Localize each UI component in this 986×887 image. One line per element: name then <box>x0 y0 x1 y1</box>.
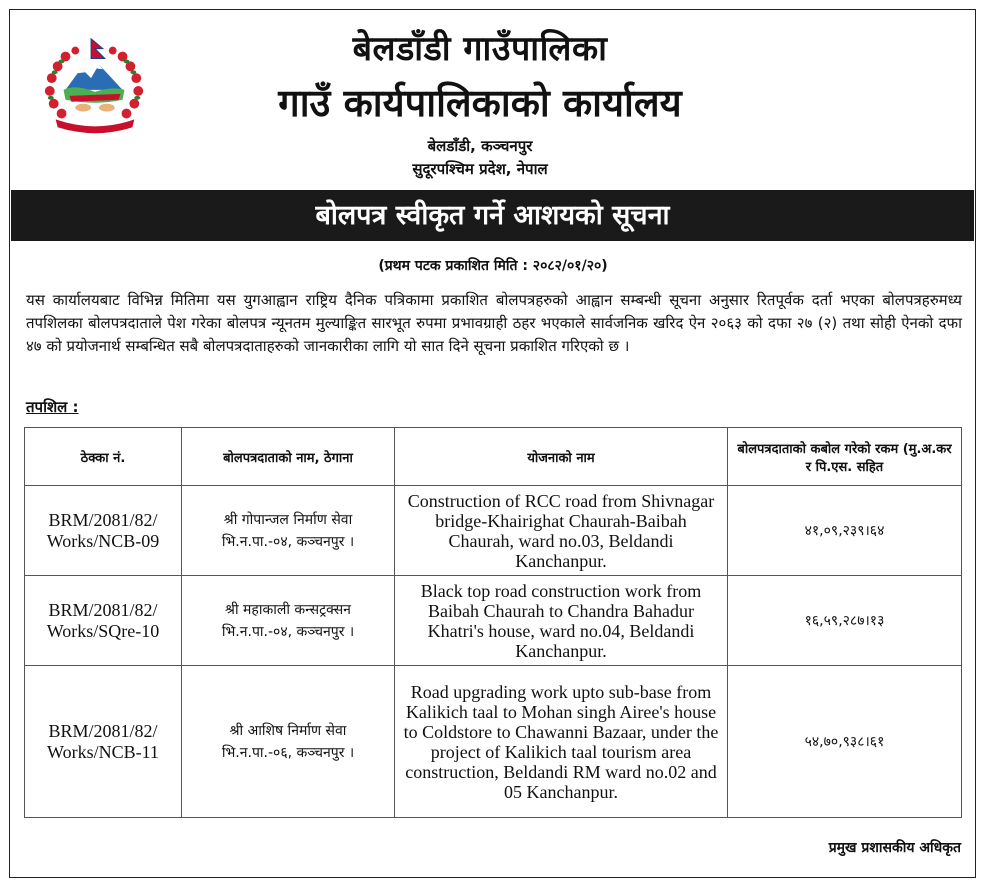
annex-label: तपशिल : <box>26 398 79 416</box>
bidder-address: भि.न.पा.-०४, कञ्चनपुर । <box>221 533 355 550</box>
contract-no-cell <box>25 666 182 818</box>
bidder-name: श्री महाकाली कन्सट्रक्सन <box>225 601 351 618</box>
publication-date: (प्रथम पटक प्रकाशित मिति : २०८२/०१/२०) <box>378 258 608 274</box>
table-header-row <box>25 428 962 486</box>
bidder-cell <box>182 486 395 576</box>
address-line-2: सुदूरपश्चिम प्रदेश, नेपाल <box>412 160 548 178</box>
signatory-title: प्रमुख प्रशासकीय अधिकृत <box>828 840 961 856</box>
office-title: गाउँ कार्यपालिकाको कार्यालय <box>278 81 682 125</box>
contract-no-line: Works/NCB-11 <box>47 741 159 762</box>
contract-no-line: BRM/2081/82/ <box>48 509 158 530</box>
nepal-government-emblem-icon <box>36 34 154 138</box>
table-row <box>25 486 962 576</box>
header-contract-no: ठेक्का नं. <box>25 428 182 486</box>
project-cell: Construction of RCC road from Shivnagar bridge-Khairighat Chaurah-Baibah Chaurah, ward no.03, Beldandi Kanchanpur. <box>395 486 728 576</box>
contract-no-line: Works/NCB-09 <box>46 530 160 551</box>
header-project: योजनाको नाम <box>395 428 728 486</box>
table-row <box>25 576 962 666</box>
notice-body: यस कार्यालयबाट विभिन्न मितिमा यस युगआह्वान राष्ट्रिय दैनिक पत्रिकामा प्रकाशित बोलपत्रहरुको आह्वान सम्बन्धी सूचना अनुसार रितपूर्वक दर्ता भएका बोलपत्रहरुमध्य तपशिलका बोलपत्रदाताले पेश गरेका बोलपत्र न्यूनतम मुल्याङ्कित सारभूत रुपमा प्रभावग्राही ठहर भएकाले सार्वजनिक खरिद ऐन २०६३ को दफा २७ (२) तथा सोही ऐनको दफा ४७ को प्रयोजनार्थ सम्बन्धित सबै बोलपत्रदाताहरुको जानकारीका लागि यो सात दिने सूचना प्रकाशित गरिएको छ । <box>26 291 962 355</box>
amount-cell: ४१,०९,२३९।६४ <box>728 486 962 576</box>
bidder-cell <box>182 576 395 666</box>
contract-no-line: BRM/2081/82/ <box>48 599 158 620</box>
bidder-address: भि.न.पा.-०४, कञ्चनपुर । <box>221 623 355 640</box>
contract-no-line: BRM/2081/82/ <box>48 720 158 741</box>
bidder-address: भि.न.पा.-०६, कञ्चनपुर । <box>221 744 355 761</box>
bid-table <box>24 427 962 818</box>
table-row <box>25 666 962 818</box>
amount-cell: ५४,७०,९३८।६१ <box>728 666 962 818</box>
contract-no-cell <box>25 486 182 576</box>
project-cell: Road upgrading work upto sub-base from Kalikich taal to Mohan singh Airee's house to Coldstore to Chawanni Bazaar, under the project of Kalikich taal tourism area construction, Beldandi RM ward no.02 and 05 Kanchanpur. <box>395 666 728 818</box>
header-amount: बोलपत्रदाताको कबोल गरेको रकम (मु.अ.कर र पि.एस. सहित <box>728 428 962 486</box>
contract-no-cell <box>25 576 182 666</box>
contract-no-line: Works/SQre-10 <box>46 620 160 641</box>
address-line-1: बेलडाँडी, कञ्चनपुर <box>427 137 533 155</box>
municipality-title: बेलडाँडी गाउँपालिका <box>352 29 608 69</box>
bidder-name: श्री गोपान्जल निर्माण सेवा <box>223 511 353 528</box>
bidder-name: श्री आशिष निर्माण सेवा <box>229 722 347 739</box>
bidder-cell <box>182 666 395 818</box>
amount-cell: १६,५९,२८७।१३ <box>728 576 962 666</box>
header-bidder: बोलपत्रदाताको नाम, ठेगाना <box>182 428 395 486</box>
notice-title-banner: बोलपत्र स्वीकृत गर्ने आशयको सूचना <box>11 190 974 241</box>
project-cell: Black top road construction work from Baibah Chaurah to Chandra Bahadur Khatri's house, ward no.04, Beldandi Kanchanpur. <box>395 576 728 666</box>
